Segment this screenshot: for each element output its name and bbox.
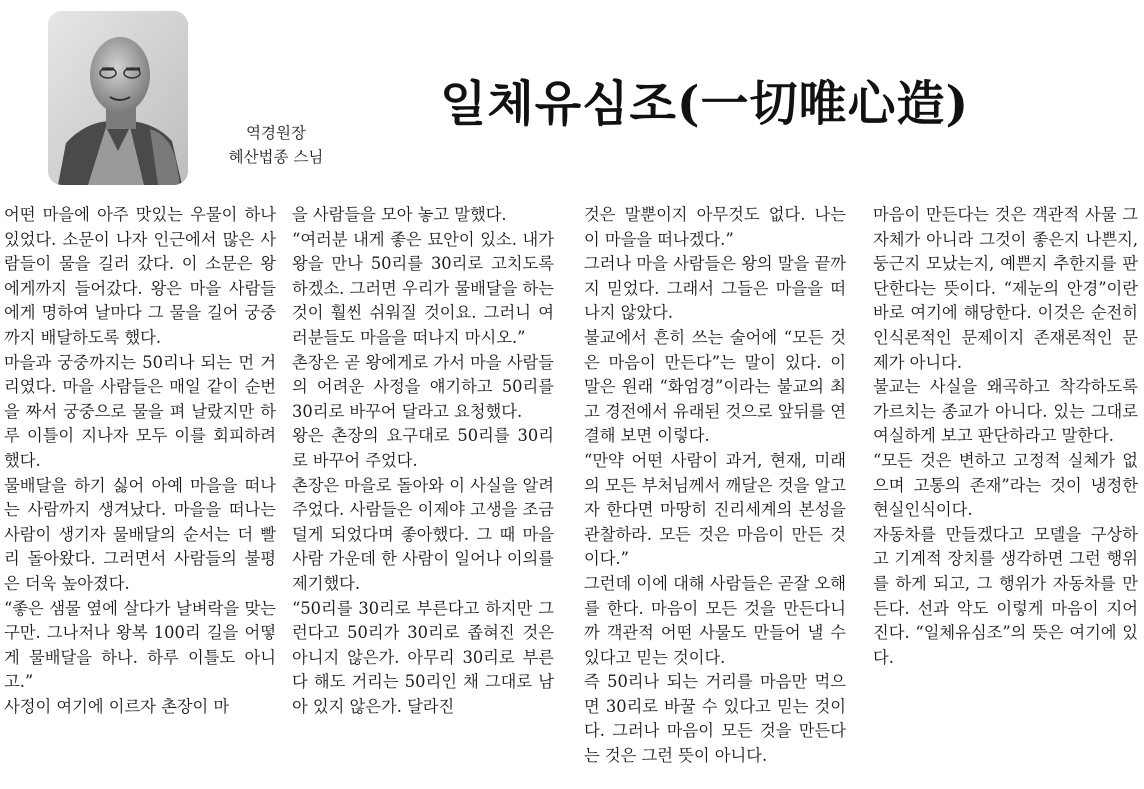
paragraph: “만약 어떤 사람이 과거, 현재, 미래의 모든 부처님께서 깨달은 것을 알고자 한다면 마땅히 진리세계의 본성을 관찰하라. 모든 것은 마음이 만든 것이다.” (584, 450, 846, 569)
paragraph: 왕은 촌장의 요구대로 50리를 30리로 바꾸어 주었다. (292, 426, 554, 470)
article-column-2 (292, 203, 554, 719)
author-caption (206, 121, 346, 169)
paragraph: 어떤 마을에 아주 맛있는 우물이 하나 있었다. 소문이 나자 인근에서 많은 사람들이 물을 길러 갔다. 이 소문은 왕에게까지 들어갔다. 왕은 마을 사람들에게 명하여 날마다 그 물을 길어 궁중까지 배달하도록 했다. (4, 205, 276, 347)
author-title: 역경원장 (246, 124, 306, 142)
paragraph: 불교는 사실을 왜곡하고 착각하도록 가르치는 종교가 아니다. 있는 그대로 여실하게 보고 판단하라고 말한다. (873, 377, 1138, 446)
author-photo (48, 11, 188, 185)
paragraph: 촌장은 마을로 돌아와 이 사실을 알려 주었다. 사람들은 이제야 고생을 조금 덜게 되었다며 좋아했다. 그 때 마을 사람 가운데 한 사람이 일어나 이의를 제기했다. (292, 475, 554, 593)
paragraph: 즉 50리나 되는 거리를 마음만 먹으면 30리로 바꿀 수 있다고 믿는 것이다. 그러나 마음이 모든 것을 만든다는 것은 그런 뜻이 아니다. (584, 672, 846, 766)
paragraph: “여러분 내게 좋은 묘안이 있소. 내가 왕을 만나 50리를 30리로 고치도록 하겠소. 그러면 우리가 물배달을 하는 것이 훨씬 쉬워질 것이요. 그러니 여러분들도 마을을 떠나지 마시오.” (292, 229, 554, 347)
paragraph: 마음이 만든다는 것은 객관적 사물 그 자체가 아니라 그것이 좋은지 나쁜지, 둥근지 모났는지, 예쁜지 추한지를 판단한다는 뜻이다. “제눈의 안경”이란 바로 여기에 해당한다. 이것은 순전히 인식론적인 문제이지 존재론적인 문제가 아니다. (873, 205, 1138, 372)
paragraph: 그런데 이에 대해 사람들은 곧잘 오해를 한다. 마음이 모든 것을 만든다니까 객관적 어떤 사물도 만들어 낼 수 있다고 믿는 것이다. (584, 573, 846, 667)
paragraph: 촌장은 곧 왕에게로 가서 마을 사람들의 어려운 사정을 얘기하고 50리를 30리로 바꾸어 달라고 요청했다. (292, 352, 554, 421)
paragraph: 사정이 여기에 이르자 촌장이 마 (4, 696, 230, 716)
paragraph: 것은 말뿐이지 아무것도 없다. 나는 이 마을을 떠나겠다.” (584, 205, 846, 249)
author-name: 혜산법종 스님 (228, 148, 324, 166)
article-column-3 (584, 203, 846, 769)
paragraph: 을 사람들을 모아 놓고 말했다. (292, 205, 507, 224)
paragraph: “좋은 샘물 옆에 살다가 날벼락을 맞는구만. 그나저나 왕복 100리 길을 어떻게 물배달을 하나. 하루 이틀도 아니고.” (4, 598, 276, 692)
paragraph: “모든 것은 변하고 고정적 실체가 없으며 고통의 존재”라는 것이 냉정한 현실인식이다. (873, 450, 1138, 520)
paragraph: 마을과 궁중까지는 50리나 되는 먼 거리였다. 마을 사람들은 매일 같이 순번을 짜서 궁중으로 물을 펴 날랐지만 하루 이틀이 지나자 모두 이를 회피하려 했다. (4, 352, 276, 470)
paragraph: 불교에서 흔히 쓰는 술어에 “모든 것은 마음이 만든다”는 말이 있다. 이 말은 원래 “화엄경”이라는 불교의 최고 경전에서 유래된 것으로 앞뒤를 연결해 보면 이렇다. (584, 327, 846, 446)
paragraph: 그러나 마을 사람들은 왕의 말을 끝까지 믿었다. 그래서 그들은 마을을 떠나지 않았다. (584, 254, 846, 323)
paragraph: “50리를 30리로 부른다고 하지만 그런다고 50리가 30리로 좁혀진 것은 아니지 않은가. 아무리 30리로 부른다 해도 거리는 50리인 채 그대로 남아 있지 않은가. 달라진 (292, 598, 554, 716)
article-column-4 (873, 203, 1138, 670)
paragraph: 자동차를 만들겠다고 모델을 구상하고 기계적 장치를 생각하면 그런 행위를 하게 되고, 그 행위가 자동차를 만든다. 선과 악도 이렇게 마음이 지어진다. “일체유심조”의 뜻은 여기에 있다. (873, 524, 1138, 667)
article-column-1 (4, 203, 276, 719)
article-title: 일체유심조(一切唯心造) (440, 76, 970, 132)
paragraph: 물배달을 하기 싫어 아예 마을을 떠나는 사람까지 생겨났다. 마을을 떠나는 사람이 생기자 물배달의 순서는 더 빨리 돌아왔다. 그러면서 사람들의 불평은 더욱 높아졌다. (4, 475, 276, 593)
